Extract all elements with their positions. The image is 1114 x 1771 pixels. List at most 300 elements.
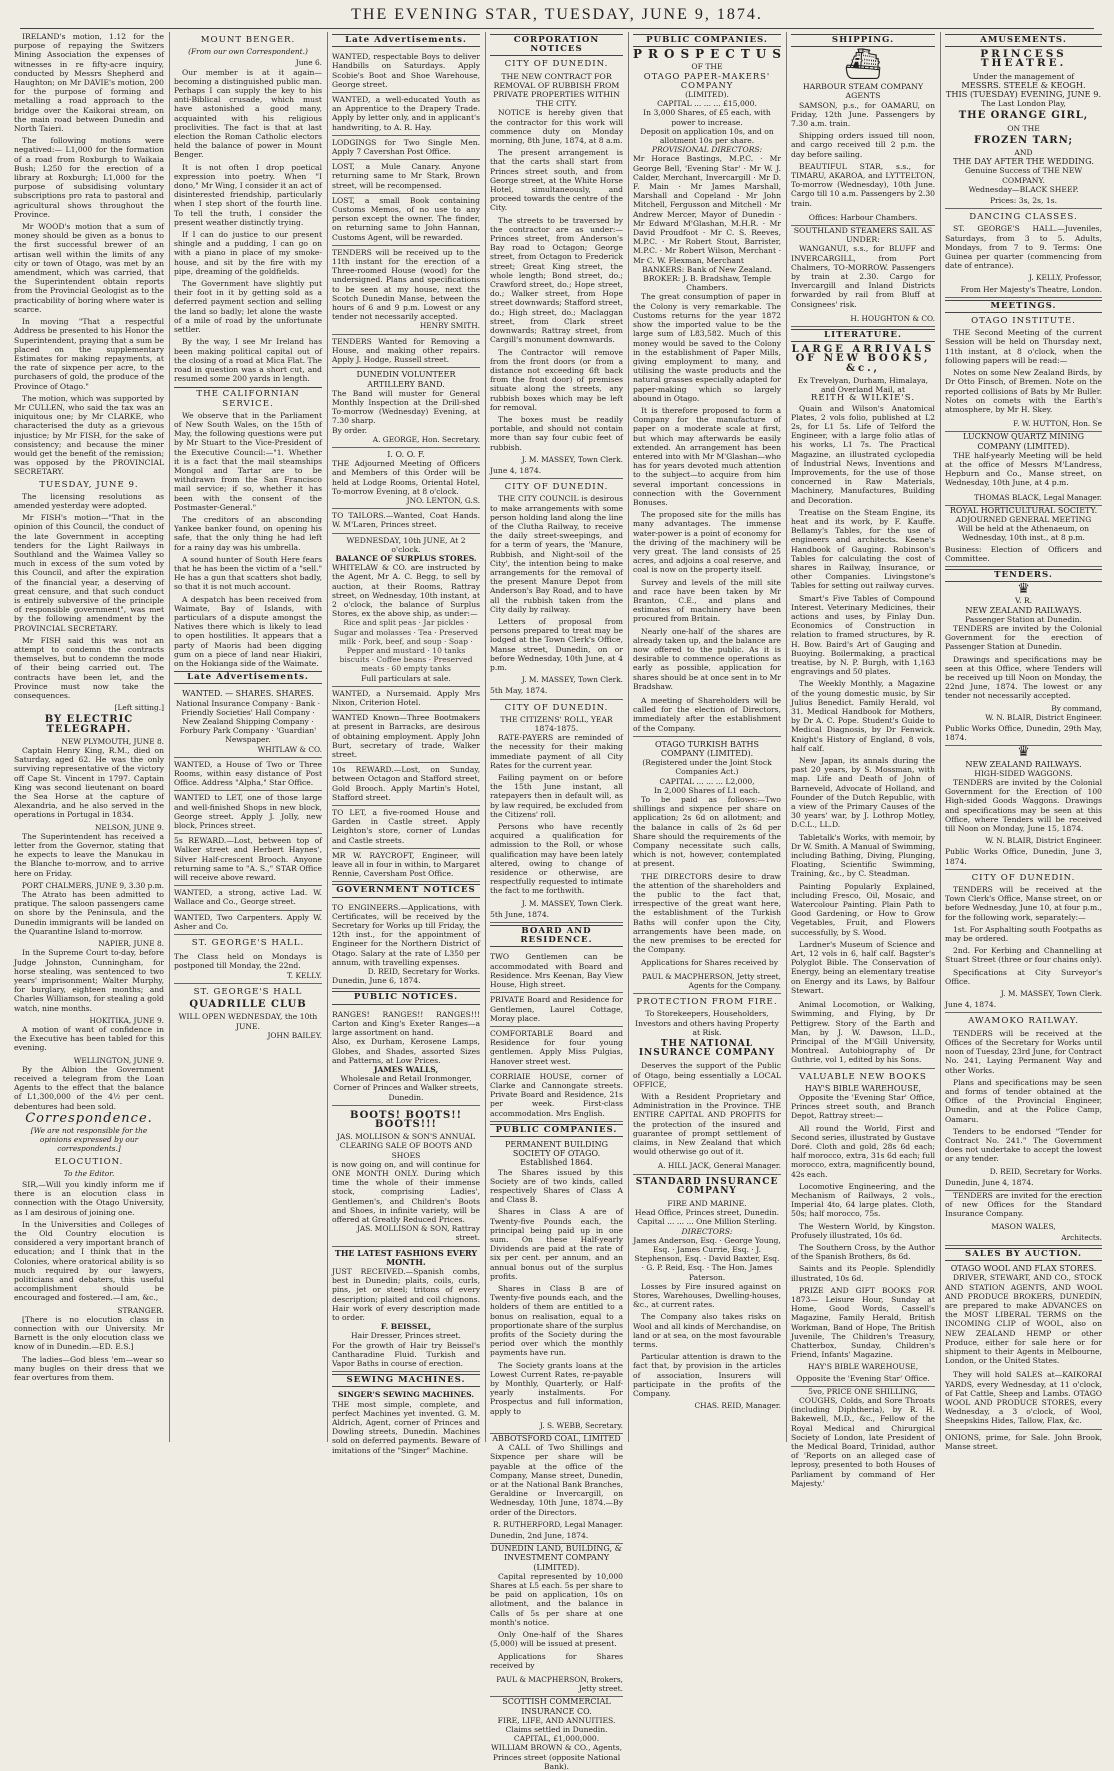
prospectus-paragraph: Survey and levels of the mill site and race have been taken by Mr Branton, C.E., and plans and estimates of machinery have been procured from Britain. [633, 577, 781, 624]
notice-signature: J. M. MASSEY, Town Clerk. [521, 898, 623, 908]
column-rule [485, 32, 486, 1442]
directors-heading: PROVISIONAL DIRECTORS: [651, 145, 763, 155]
meeting-signature: F. W. HUTTON, Hon. Se [945, 417, 1102, 432]
tender-body: Plans and specifications may be seen and forms of tender obtained at the Office of the Provincial Engineer, Dunedin, and at the Police Camp, Oamaru. [945, 1077, 1102, 1124]
news-paragraph: Mr FISH's motion—"That in the opinion of this Council, the conduct of the late Government in accepting tenders for the Light Railways in Southland and the Waimea Valley so much in excess of the sum voted by this Council, and after the expiration of the financial year, a deserving of great censure, and that such conduct is entirely subversive of the principle of responsible government", was met by the following amendment by the PROVINCIAL SECRETARY. [14, 513, 164, 633]
meeting-title: LUCKNOW QUARTZ MINING COMPANY (LIMITED). [962, 432, 1085, 451]
advertisement: WANTED to LET, one of those large and well-finished Shops in new block, George street. Apply J. Jolly, new block, Princes street. [174, 791, 322, 834]
dateline: NELSON, JUNE 9. [94, 822, 164, 832]
news-paragraph: By the way, I see Mr Ireland has been making political capital out of the closing of a road at Mica Flat. The road in question was a short cut, and resumed some 200 yards in length. [174, 337, 322, 384]
section-heading: AMUSEMENTS. [945, 34, 1102, 47]
news-paragraph: The motion, which was supported by Mr CULLEN, who said the tax was an iniquitous one; by Mr CLARKE, who characterised the duty as a grievous injustice; by Mr FISH, for the sake of consistency; and because the miner would get the benefit of the remission; was opposed by the PROVINCIAL SECRETARY. [14, 393, 164, 477]
advertisement: ONIONS, prime, for Sale. John Brook, Manse street. [945, 1432, 1102, 1451]
ad-signature: From Her Majesty's Theatre, London. [945, 283, 1102, 298]
company-paragraph: The Society grants loans at the Lowest Current Rates, re-payable by Monthly, Quarterly, or Half-yearly instalments. For Prospectus and full information, apply to [490, 1360, 623, 1416]
section-heading: PUBLIC NOTICES. [332, 991, 480, 1004]
ad-signature: Wholesale and Retail Ironmonger, Corner of Princes and Walker streets, Dunedin. [333, 1074, 479, 1102]
notice-title: THE NEW CONTRACT FOR REMOVAL OF RUBBISH FROM PRIVATE PROPERTIES WITHIN THE CITY. [493, 71, 620, 109]
section-heading: SEWING MACHINES. [332, 1374, 480, 1387]
prospectus-company: OTAGO PAPER-MAKERS' COMPANY [643, 70, 771, 90]
dateline: NEW PLYMOUTH, JUNE 8. [61, 736, 164, 746]
editor-note: [There is no elocution class in connection with our University. Mr Barnett is the only elocution class we know of in Dunedin.—ED. E.S.] [14, 1314, 164, 1352]
dateline: HOKITIKA, JUNE 9. [89, 1015, 164, 1025]
books-list: The Western World, by Kingston. Profusely illustrated, 10s 6d. [791, 1221, 935, 1240]
section-heading: GOVERNMENT NOTICES [332, 884, 480, 897]
company-capital: CAPITAL ... ... ... L2,000, [659, 776, 755, 786]
meeting-body: ADJOURNED GENERAL MEETING [955, 514, 1092, 524]
book-price: 5vo, PRICE ONE SHILLING, [808, 1386, 918, 1396]
ad-body: The Class held on Mondays is postponed till Monday, the 22nd. [174, 952, 322, 971]
company-title: STANDARD INSURANCE COMPANY [635, 1176, 779, 1196]
company-paragraph: THE DIRECTORS desire to draw the attention of the shareholders and the public to the fact that, irrespective of the great want here, the establishment of the Turkish Baths will confer upon the City, arrangements have been made, on the new premises to be erected for the Company. [633, 871, 781, 955]
news-paragraph: It is not often I drop poetical expression into poetry. When "I dono," Mr Wing, I consider it an act of disinterested friendship, particularly when I step short of the fourth line. To tell the truth, I consider the present weather distinctly trying. [174, 162, 322, 227]
meeting-body: Business: Election of Officers and Committee. [945, 543, 1102, 567]
news-paragraph: The Government have slightly put their foot in it by getting sold as a deferred payment section and selling the land so badly; let alone the waste of a mile of road by the unfortunate settler. [174, 279, 322, 335]
prospectus-of: OF THE [691, 62, 723, 72]
notice-paragraph: The boxes must be readily portable, and should not contain more than say four cubic feet of rubbish. [490, 414, 623, 452]
advertisement: WANTED, a strong, active Lad. W. Wallace and Co., George street. [174, 886, 322, 910]
company-paragraph: Losses by Fire insured against on Stores, Warehouses, Dwelling-houses, &c., at current rates. [633, 1281, 781, 1310]
notice-date: 5th June, 1874. [490, 908, 623, 923]
prospectus-title: PROSPECTUS [633, 47, 787, 62]
column-1 [14, 32, 164, 1442]
ad-title: JAS. MOLLISON & SON'S ANNUAL CLEARING SALE OF BOOTS AND SHOES [336, 1132, 476, 1160]
correspondence-heading: Correspondence. [25, 1110, 153, 1126]
news-paragraph: The creditors of an absconding Yankee banker found, on opening his safe, that the only thing he had left for a rainy day was his umbrella. [174, 514, 322, 552]
tender-title: NEW ZEALAND RAILWAYS. [965, 758, 1082, 769]
left-sitting-note: [Left sitting.] [114, 703, 164, 713]
notice-title: THE CITIZENS' ROLL, YEAR 1874-1875. [500, 714, 613, 734]
company-paragraph: Applications for Shares received by [490, 1651, 623, 1670]
ad-heading: ST. GEORGE'S HALL [193, 986, 303, 997]
company-signature: PAUL & MACPHERSON, Jetty street, Agents for the Company. [633, 970, 781, 994]
ad-body: THE Adjourned Meeting of Officers and Members of this Order will be held at Lodge Rooms, Oriental Hotel, To-morrow Evening, at 8 o'clock. [332, 459, 480, 496]
company-date: Dunedin, 2nd June, 1874. [490, 1529, 623, 1544]
date-heading: TUESDAY, JUNE 9. [39, 479, 139, 490]
advertisement: LODGINGS for Two Single Men. Apply 7 Cavershan Post Office. [332, 136, 480, 160]
shipping-notice: BEAUTIFUL STAR, s.s., for TIMARU, AKAROA, and LYTTELTON, To-morrow (Wednesday), 10th June. Cargo till 10 a.m. Passengers by 2.30 train. [791, 161, 935, 208]
advertisement: PRIVATE Board and Residence for Gentlemen, Laurel Cottage, Moray place. [490, 993, 623, 1027]
article-date: June 6. [295, 58, 322, 68]
tender-body: TENDERS are invited by the Colonial Government for the Erection of 100 High-sided Goods Waggons. Drawings and specifications may be seen at this Office, where Tenders will be received till Noon on Monday, June 15, 1874. [945, 778, 1102, 834]
company-paragraph: Shares in Class B are of Twenty-five pounds each, and the holders of them are entitled to a bonus on realisation, equal to a proportionate share of the surplus profits of the Society during the period over which the monthly payments have run. [490, 1283, 623, 1358]
notice-paragraph: The present arrangement is that the carts shall start from Princes street south, and from George street, at the White Horse Hotel, simultaneously, and proceed towards the centre of the City. [490, 148, 623, 213]
tender-signature: D. REID, Secretary for Works. [989, 1166, 1102, 1176]
advertisement: LOST, a small Book containing Customs Memos, of no use to any person except the owner. The finder, on returning same to John Hannan, Customs Agent, will be rewarded. [332, 194, 480, 246]
advertisement [332, 534, 480, 687]
news-paragraph: IRELAND's motion, 1.12 for the purpose of repaying the Switzers Mining Association the expenses of witnesses in re fifty-acre inquiry, conducted by Messrs Shepherd and Haughton; on Mr DAVIE's motion, 200 for the purpose of forming and metalling a road approach to the bridge over the Kaikorai stream, on the main road between Dunedin and North Taieri. [14, 32, 164, 134]
ad-body: National Insurance Company · Bank · Friendly Societies' Hall Company · New Zealand Shipping Company · Forbury Park Company · 'Guardian' Newspaper. [175, 698, 321, 745]
tender-body: TENDERS will be received at the Town Clerk's Office, Manse street, on or before Wednesday, June 10, at four p.m., for the following work, separately:— [945, 885, 1102, 922]
meeting-body: THE half-yearly Meeting will be held at the office of Messrs M'Landress, Hepburn and Co., Manse street, on Wednesday, 10th June, at 4 p.m. [945, 450, 1102, 488]
ad-title: BALANCE OF SURPLUS STORES. [335, 553, 477, 563]
company-signature: R. RUTHERFORD, Legal Manager. [493, 1519, 623, 1529]
correspondence-note: [We are not responsible for the opinions expressed by our correspondents.] [30, 1125, 148, 1154]
prospectus-limited: (LIMITED). [685, 90, 729, 100]
books-list: COUGHS, Colds, and Sore Throats (including Diphtheria), by R. H. Bakewell, M.D., &c., Fellow of the Royal Medical and Chirurgical Society of London, late President of the Medical Board, Trinidad, author of 'Reports on an alleged case of leprosy, presented to both Houses of Parliament by command of Her Majesty.' [791, 1396, 935, 1488]
dateline: PORT CHALMERS, JUNE 9, 3.30 p.m. [21, 880, 164, 890]
books-list: Painting Popularly Explained, including Fresco, Oil, Mosaic, and Watercolour Painting. Plain Path to Good Gardening, or How to Grow Vegetables, Fruit, and Flowers successfully, by S. Wood. [791, 881, 935, 937]
shipping-notice: WANGANUI, s.s., for BLUFF and INVERCARGILL, from Port Chalmers, TO-MORROW. Passengers by train at 2.30. Cargo for Invercargill and Inland Districts forwarded by rail from Bluff at Consignees' risk. [791, 244, 935, 309]
news-paragraph: The licensing resolutions as amended yesterday were adopted. [14, 491, 164, 510]
telegram: A motion of want of confidence in the Executive has been tabled for this evening. [14, 1024, 164, 1053]
section-heading: PUBLIC COMPANIES. [633, 34, 781, 47]
auction-title: OTAGO WOOL AND FLAX STORES. [950, 1264, 1097, 1274]
news-paragraph: If I can do justice to our present shingle and a pudding, I can go on with a piano in place of my smoke-house, and sit by the fire with my pipe, dreaming of the goldfields. [174, 230, 322, 276]
books-subtitle: Ex Trevelyan, Durham, Himalaya, and Overland Mail, at [797, 375, 929, 395]
company-subtitle: FIRE AND MARINE. [667, 1198, 747, 1208]
column-rule [169, 32, 170, 1442]
advertisement [332, 1008, 480, 1106]
prospectus-paragraph: It is therefore proposed to form a Company for the manufacture of paper on a moderate scale at first, but which may afterwards be easily extended. An arrangement has been entered into with Mr M'Glashan—who has for years devoted much attention to the subject—to acquire from him several important concessions in connection with the Government Bonuses. [633, 405, 781, 507]
company-paragraph: Claims settled in Dunedin. CAPITAL, £1,000,000. [505, 1724, 608, 1744]
ad-signature: WHITLAW & CO. [257, 744, 322, 754]
advertisement: CORRIAIE HOUSE, corner of Clarke and Cannongate streets. Private Board and Residence, 21s per week. First-class accommodation. Mrs English. [490, 1070, 623, 1122]
company-paragraph: Applications for Shares received by [641, 957, 779, 967]
royal-crest-icon: ♛ [1017, 744, 1030, 761]
theatre-line: Genuine Success of THE NEW COMPANY. [964, 166, 1083, 185]
shipping-company: SOUTHLAND STEAMERS SAIL AS UNDER: [793, 226, 933, 245]
company-signature: WILLIAM BROWN & CO., Agents, Princes street (opposite National Bank). [490, 1743, 623, 1771]
ad-signature: F. BEISSEL, [380, 1322, 432, 1332]
tender-body: Specifications at City Surveyor's Office. [945, 967, 1102, 986]
notice-signature: J. M. MASSEY, Town Clerk. [521, 454, 623, 464]
notice-signature: J. M. MASSEY, Town Clerk. [521, 675, 623, 685]
tender-subtitle: Passenger Station at Dunedin. [965, 614, 1082, 624]
telegram: In the Supreme Court to-day, before Judge Johnston, Cunningham, for horse stealing, was sentenced to two years' imprisonment; Walter Murphy, for burglary, eighteen months; and Charles Williamson, for stealing a gold watch, nine months. [14, 948, 164, 1013]
notice-paragraph: RATE-PAYERS are reminded of the necessity for their making immediate payment of all City Rates for the current year. [490, 733, 623, 770]
ad-list: Rice and split peas · Jar pickles · Sugar and molasses · Tea · Preserved milk · Pork, beef, and soup · Soap · Pepper and mustard · 10 tanks biscuits · Coffee beans · Preserved meats · 60 empty tanks [333, 618, 478, 674]
news-paragraph: In moving "That a respectful Address be presented to his Honor the Superintendent, praying that a sum be placed on the supplementary Estimates for making repayments, at the rate of sixpence per acre, to the purchasers of gold, the produce of the Province of Otago." [14, 317, 164, 391]
advertisement [332, 246, 480, 335]
books-list: Tabletalk's Works, with memoir, by Dr W. Smith. A Manual of Swimming, including Bathing, Diving, Plunging, Floating, Scientific Swimming, Training, &c., by C. Steadman. [791, 832, 935, 879]
company-paragraph: Capital represented by 10,000 Shares at L5 each. 5s per share to be paid on application, 10s on allotment, and the balance in Calls of 5s per share at one month's notice. [490, 1571, 623, 1627]
theatre-prices: Prices: 3s, 2s, 1s. [945, 194, 1102, 209]
telegram: The Superintendent has received a letter from the Governor, stating that he expects to leave the Manukau in the Blanche to-morrow, and to arrive here on Friday. [14, 831, 164, 878]
tender-body: TENDERS are invited by the Colonial Government for the erection of Passenger Station at Dunedin. [945, 623, 1102, 652]
advertisement: 5s REWARD.—Lost, between top of Walker street and Herbert Haynes', Silver Half-crescent Brooch. Anyone returning same to "A. S.," STAR Office will receive above reward. [174, 834, 322, 886]
theatre-date: THIS (TUESDAY) EVENING, JUNE 9. [945, 89, 1102, 100]
bankers: BANKERS: Bank of New Zealand. [641, 264, 773, 274]
bookseller: HAY'S BIBLE WAREHOUSE, [804, 1083, 922, 1093]
advertisement: WANTED, respectable Boys to deliver Handbills on Saturdays. Apply Scobie's Boot and Shoe Warehouse, George street. [332, 50, 480, 93]
tender-date: June 4, 1874. [945, 998, 1102, 1013]
meeting-title: OTAGO INSTITUTE. [971, 316, 1076, 327]
quadrille-club-title: QUADRILLE CLUB [189, 999, 307, 1011]
prospectus-paragraph: A meeting of Shareholders will be called for the election of Directors, immediately after the establishment of the Company. [633, 694, 781, 737]
tender-title: CITY OF DUNEDIN. [971, 872, 1076, 883]
play-title: THE DAY AFTER THE WEDDING. [952, 156, 1095, 167]
ad-body: TO ENGINEERS.—Applications, with Certificates, will be received by the Secretary for Works up till Friday, the 12th inst., for the appointment of Engineer for the Northern District of Otago. Salary at the rate of L350 per annum, with travelling expenses. [332, 902, 480, 967]
books-heading: VALUABLE NEW BOOKS [799, 1071, 927, 1082]
tender-body: Drawings and specifications may be seen at this Office, where Tenders will be received up till Noon on Monday, the 22nd June, 1874. The lowest or any tender not necessarily accepted. [945, 654, 1102, 701]
royal-crest-icon: ♛ [1017, 581, 1030, 598]
telegram: Captain Henry King, R.M., died on Saturday, aged 62. He was the only surviving representative of the victory off Cape St. Vincent in 1797. Captain King was second lieutenant on board the Sea Horse at the capture of Alexandria, and he also served in the operations in Portugal in 1834. [14, 746, 164, 820]
advertisement: WANTED, Two Carpenters. Apply W. Asher and Co. [174, 911, 322, 935]
ad-body: JUST RECEIVED.—Spanish combs, best in Dunedin; plaits, coils, curls, pins, jet or steel; tritons of every description; plaited and coil chignons. Hair work of every description made to order. [332, 1266, 480, 1322]
company-heading: PROTECTION FROM FIRE. [636, 997, 778, 1008]
company-paragraph: Shares in Class A are of Twenty-five Pounds each, the principal being paid up in one sum. On these Half-yearly Dividends are paid at the rate of six per cent. per annum, and an annual bonus out of the surplus profits. [490, 1207, 623, 1281]
ad-signature: HENRY SMITH. [419, 321, 480, 331]
company-paragraph: The Shares issued by this Society are of two kinds, called respectively Shares of Class A and Class B. [490, 1167, 623, 1205]
theatre-line: Wednesday—BLACK SHEEP. [968, 184, 1079, 194]
play-title: FROZEN TARN; [973, 134, 1074, 146]
tender-body: 2nd. For Kerbing and Channelling at Stuart Street (three or four chains only). [945, 946, 1102, 965]
ad-body: By order. [332, 425, 368, 435]
newspaper-masthead: THE EVENING STAR, TUESDAY, JUNE 9, 1874. [351, 6, 763, 23]
auction-body: They will hold SALES at—KAIKORAI YARDS, every Wednesday, at 11 o'clock, of Fat Cattle, Sheep and Lambs. OTAGO WOOL AND PRODUCE STORES, every Wednesday, a 3 o'clock, of Wool, Sheepskins Hides, Tallow, Flax, &c. [945, 1368, 1102, 1429]
tender-body: 1st. For Asphalting south Footpaths as may be ordered. [945, 924, 1102, 944]
company-paragraph: Particular attention is drawn to the fact that, by provision in the articles of association, Insurers will participate in the profits of the Company. [633, 1352, 781, 1399]
company-signature: PAUL & MACPHERSON, Brokers, Jetty street. [490, 1673, 623, 1697]
ad-body: WHITELAW & CO. are instructed by the Agent, Mr A. C. Begg, to sell by auction, at their Rooms, Rattray street, on Wednesday, 10th instant, at 2 o'clock, the balance of Surplus Stores, ex the above ship, as under:— [332, 563, 480, 619]
prospectus-paragraph: The great consumption of paper in the Colony is very remarkable. The Customs returns for the year 1872 show the imported value to be the large sum of L83,582. Much of this money would be saved to the Colony in the establishment of Paper Mills, giving employment to many, and utilising the waste products and the natural grasses especially adapted for paper-making which so largely abound in Otago. [633, 292, 781, 403]
article-heading: THE CALIFORNIAN SERVICE. [174, 387, 322, 408]
tender-signature: W. N. BLAIR, District Engineer. [985, 836, 1102, 846]
letter-title: ELOCUTION. [54, 1156, 124, 1167]
play-title: THE ORANGE GIRL, [958, 110, 1089, 122]
ad-signature: JOHN BAILEY. [267, 1030, 322, 1040]
tender-signature: Architects. [945, 1231, 1102, 1246]
company-title: DUNEDIN LAND, BUILDING, & INVESTMENT COMPANY (LIMITED). [491, 1544, 622, 1572]
tender-date: Public Works Office, Dunedin, June 3, 1874. [945, 845, 1102, 869]
section-heading: PUBLIC COMPANIES. [490, 1124, 623, 1137]
company-subtitle: To Storekeepers, Householders, Investors and others having Property at Risk. [635, 1009, 779, 1037]
ad-signature: T. KELLY. [286, 970, 322, 980]
theatre-management: Under the management of [972, 71, 1075, 81]
tender-subtitle: HIGH-SIDED WAGGONS. [974, 768, 1073, 778]
books-list: All round the World, First and Second series, illustrated by Gustave Doré. Cloth and gold, 28s 6d each; half morocco, extra, 31s 6d each; full morocco, extra, magnificently bound, 42s each. [791, 1123, 935, 1179]
section-heading: Late Advertisements. [332, 34, 480, 47]
notice-heading: CITY OF DUNEDIN. [504, 482, 609, 493]
advertisement: WANTED, a Nursemaid. Apply Mrs Nixon, Criterion Hotel. [332, 687, 480, 711]
prospectus-shares: In 3,000 Shares, of £5 each, with power to increase. [643, 108, 771, 127]
telegraph-heading: BY ELECTRIC TELEGRAPH. [44, 714, 134, 735]
ad-title: WANTED. — SHARES. SHARES. [182, 689, 314, 699]
advertisement [174, 687, 322, 757]
ad-title: SINGER'S SEWING MACHINES. [337, 1390, 475, 1400]
ad-title: DUNEDIN VOLUNTEER ARTILLERY BAND. [356, 370, 456, 389]
tender-date: Dunedin, June 4, 1874. [945, 1176, 1102, 1191]
books-list: The Southern Cross, by the Author of the Spanish Brothers, 8s 6d. [791, 1242, 935, 1262]
company-paragraph: Deserves the support of the Public of Otago, being essentially a LOCAL OFFICE, [633, 1061, 781, 1089]
ad-body: The Band will muster for General Monthly Inspection at the Drill-shed To-morrow (Wednesday) Evening, at 7.30 sharp. [332, 388, 480, 426]
ad-body: Also, ex Durham, Kerosene Lamps, Globes, and Shades, assorted Sizes and Patterns, at Low Prices. [332, 1037, 480, 1065]
news-paragraph: Our member is at it again—becoming a distinguished public man. Perhaps I can supply the key to his anti-Biblical crusade, which must have astonished a good many, acquainted with his religious proclivities. The fact is that at last election the Roman Catholic electors held the balance of power in Mount Benger. [174, 67, 322, 160]
advertisement: COMFORTABLE Board and Residence for four young gentlemen. Apply Miss Pulgias, Hanover street west. [490, 1027, 623, 1070]
bookseller: REITH & WILKIE'S. [810, 393, 916, 404]
masthead-rule [20, 28, 1094, 29]
prospectus-deposit: Deposit on application 10s, and on allotment 10s per share. [640, 126, 774, 146]
advertisement: LOST, a Mule Canary. Anyone returning same to Mr Stark, Brown street, will be recompensed. [332, 160, 480, 194]
column-rule [940, 32, 941, 1442]
directors-list: Mr Horace Bastings, M.P.C. · Mr George Bell, 'Evening Star' · Mr W. J. Calder, Merchant, Invercargill · Mr D. F. Main · Mr James Marshall, Marshall and Copeland · Mr John Mitchell, Fergusson and Mitchell · Mr Andrew Mercer, Mayor of Dunedin · Mr Edward M'Glashan, M.H.R. · Mr David Proudfoot · Mr C. S. Reeves, M.P.C. · Mr Robert Stout, Barrister, M.P.C. · Mr Robert Wilson, Merchant · Mr C. W. Flexman, Merchant [633, 154, 781, 265]
notice-paragraph: THE CITY COUNCIL is desirous to make arrangements with some person holding land along the line of the Clutha Railway, to receive the daily street-sweepings, and for a term of years, the 'Manure, Rubbish, and Night-soil of the City', the intention being to make arrangements for the removal of the present Manure Depot from Anderson's Bay Road, and to have all the rubbish taken from the City daily by railway. [490, 494, 623, 614]
tender-title: AWAMOKO RAILWAY. [968, 1016, 1079, 1027]
column-5 [633, 32, 787, 1442]
meeting-signature: THOMAS BLACK, Legal Manager. [945, 491, 1102, 506]
news-paragraph: Mr WOOD's motion that a sum of money should be given as a bonus to the first successful brewer of an artisan well within the limits of any city or town of Otago, was met by an amendment, which was carried, that the Superintendent obtain reports from the Provincial Geologist as to the practicability of boring where water is scarce. [14, 222, 164, 314]
ad-body: For the growth of Hair try Beissel's Cantharadine Fluid. Turkish and Vapor Baths in course of erection. [332, 1340, 480, 1368]
ad-signature: A. GEORGE, Hon. Secretary. [372, 434, 480, 444]
theatre-line: ON THE [1007, 123, 1040, 133]
advertisement [332, 1106, 480, 1247]
company-signature: J. S. WEBB, Secretary. [490, 1419, 623, 1434]
shipping-notice: Shipping orders issued till noon, and cargo received till 2 p.m. the day before sailing. [791, 131, 935, 159]
company-title: ABBOTSFORD COAL, LIMITED [492, 1434, 621, 1444]
company-subtitle: (Registered under the Joint Stock Companies Act.) [642, 758, 772, 777]
books-list: Treatise on the Steam Engine, its heat and its work, by F. Kauffe. Bellamy's Tables, for the use of engineers and architects. Keene's Handbook of Gauging. Robinson's Tables for calculating the cost of shares in Railway, Insurance, or other Companies. Livingstone's Tables for setting out railway curves. [791, 507, 935, 591]
section-heading: CORPORATION NOTICES [490, 34, 623, 56]
column-4 [490, 32, 623, 1771]
ad-body: RANGES! RANGES!! RANGES!!! Carton and King's Exeter Ranges—a large assortment on hand. [332, 1009, 480, 1038]
company-title: THE NATIONAL INSURANCE COMPANY [638, 1038, 776, 1059]
notice-date: 5th May, 1874. [490, 684, 623, 699]
column-rule [628, 32, 629, 1442]
news-paragraph: We observe that in the Parliament of New South Wales, on the 15th of May, the following questions were put by Mr Stuart to the Vice-President of the Executive Council:—"1. Whether it is a fact that the mail steamships Mongol and Tartar are to be withdrawn from the San Francisco mail service; if so, whether it has been with the consent of the Postmaster-General." [174, 410, 322, 512]
section-heading: SALES BY AUCTION. [945, 1248, 1102, 1261]
theatre-line: The Last London Play, [981, 99, 1066, 109]
ad-body: THE most simple, complete, and perfect Machines yet invented. G. M. Aldrich, Agent, corner of Princes and Dowling streets, Dunedin. Machines sold on deferred payments. Beware of imitations of the "Singer" Machine. [332, 1399, 480, 1455]
meeting-body: Notes on some New Zealand Birds, by Dr Otto Finsch, of Bremen. Note on the reported collisions of Bats by Mr Buller. Notes on comets with the Earth's atmosphere, by Mr H. Skey. [945, 368, 1102, 414]
advertisement: TO LET, a five-roomed House and Garden in Castle street. Apply Leighton's store, corner of Lundas and Castle streets. [332, 806, 480, 849]
letter-signature: STRANGER. [117, 1305, 164, 1315]
shipping-company: HARBOUR STEAM COMPANY AGENTS [802, 82, 924, 101]
prospectus-paragraph: The proposed site for the mills has many advantages. The immense water-power is a point of economy for the driving of the machinery will be very great. The land consists of 25 acres, and adjoins a coal reserve, and coal is now on the property itself. [633, 510, 781, 575]
news-paragraph: A sound hunter of South Here fears that he has been the victim of a "sell." He has a gun that scatters shot badly, so that it is not much account. [174, 554, 322, 592]
books-list: Locomotive Engineering, and the Mechanism of Railways, 2 vols., Imperial 4to, 64 large plates. Cloth, 50s; half morocco, 75s. [791, 1181, 935, 1219]
ad-signature: D. REID, Secretary for Works. [367, 967, 480, 977]
telegram: The Atrato has been admitted to pratique. The saloon passengers came on shore by the Peninsula, and the Dunedin immigrants will be landed on the Quarantine Island to-morrow. [14, 890, 164, 936]
notice-date: June 4, 1874. [490, 464, 623, 479]
notice-paragraph: Persons who have recently acquired a qualification for admission to the Roll, or whose qualification may have been lately altered, owing to change of residence or otherwise, are respectfully requested to intimate the fact to me forthwith. [490, 822, 623, 896]
shipping-office: Offices: Harbour Chambers. [791, 211, 935, 226]
notice-paragraph: NOTICE is hereby given that the contractor for this work will commence duty on Monday morning, 8th June, 1874, at 8 a.m. [490, 108, 623, 146]
ad-body: ST. GEORGE'S HALL.—Juveniles, Saturdays, from 3 to 5. Adults, Mondays, from 7 to 9. Terms: One Guinea per quarter (commencing from date of entrance). [945, 224, 1102, 271]
broker: BROKER: J. B. Bradshaw, Temple Chambers. [643, 274, 771, 293]
books-list: Lardner's Museum of Science and Art, 12 vols in 6, half calf. Bagster's Polyglot Bible. The Conservation of Energy, being an elementary treatise on Energy and its Laws, by Balfour Stewart. [791, 939, 935, 995]
ad-signature: JNO. LENTON, G.S. [406, 495, 480, 505]
company-title: SCOTTISH COMMERCIAL INSURANCE CO. [502, 1697, 611, 1716]
company-paragraph: A CALL of Two Shillings and Sixpence per share will be payable at the office of the Company, Manse street, Dunedin, or at the National Bank Branches, Geraldine or Invercargill, on Wednesday, 10th June, 1874.—By order of the Directors. [490, 1443, 623, 1517]
books-list: Saints and its People. Splendidly illustrated, 10s 6d. [791, 1264, 935, 1283]
dateline: WELLINGTON, JUNE 9. [73, 1055, 164, 1065]
prospectus-paragraph: Nearly one-half of the shares are already taken up, and the balance are now offered to the public. As it is desirable to commence operations as early as possible, application for shares should be at once sent in to Mr Bradshaw. [633, 626, 782, 691]
books-list: Quain and Wilson's Anatomical Plates, 2 vols folio, published at L2 2s, for L1 5s. Life of Telford the Engineer, with a large folio atlas of his works, L1 7s. The Practical Magazine, an illustrated cyclopedia of Industrial News, Inventions and Improvements, for the use of those concerned in Raw Materials, Machinery, Manufactures, Building and Decoration. [791, 403, 935, 505]
advertisement [332, 368, 480, 448]
letter-paragraph: In the Universities and Colleges of the Old Country elocution is considered a very important branch of education; and I think that in the Colonies, where oratorical ability is so much required by our lawyers, politicians and debaters, this useful accomplishment should be encouraged and fostered.—I am, &c., [14, 1219, 164, 1303]
tender-body: TENDERS will be received at the Offices of the Secretary for Works until noon of Tuesday, 23rd June, for Contract No. 241, Laying Permanent Way and other Works. [945, 1028, 1102, 1075]
books-title: LARGE ARRIVALS OF NEW BOOKS, &c., [791, 344, 935, 374]
prospectus-capital: CAPITAL ... ... ... £15,000. [657, 99, 757, 109]
advertisement: TWO Gentlemen can be accommodated with Board and Residence. Mrs Keenan, Bay View House, High street. [490, 950, 623, 993]
bookseller-address: Opposite the 'Evening Star' Office. [791, 1372, 935, 1387]
section-heading: LITERATURE. [791, 329, 935, 342]
advertisement [332, 901, 480, 990]
ad-body: is now going on, and will continue for ONE MONTH ONLY. During which time the whole of their immense stock, comprising Ladies', Gentlemen's, and Children's Boots and Shoes, in infinite variety, will be offered at Greatly Reduced Prices. [332, 1159, 480, 1224]
ad-title: THE LATEST FASHIONS EVERY MONTH. [334, 1247, 478, 1267]
company-title: OTAGO TURKISH BATHS COMPANY (LIMITED). [655, 739, 759, 759]
company-paragraph: With a Resident Proprietary and Administration in the Province. THE ENTIRE CAPITAL AND PROFITS for the protection of the insured and guarantee of prompt settlement of claims, in New Zealand that which would otherwise go out of it. [633, 1091, 781, 1157]
ad-body: WILL OPEN WEDNESDAY, the 10th JUNE. [178, 1012, 318, 1031]
shipping-notice: SAMSON, p.s., for OAMARU, on Friday, 12th June. Passengers by 7.30 a.m. train. [791, 100, 935, 129]
advertisement: MR W. RAYCROFT, Engineer, will leave all in four in within, to Margaret Rennie, Caversham Post Office. [332, 849, 480, 883]
directors-heading: DIRECTORS: [681, 1226, 733, 1236]
advertisement: TENDERS Wanted for Removing a House, and making other repairs. Apply J. Hodge, Russell street. [332, 335, 480, 369]
books-list: Opposite the 'Evening Star' Office, Princes street south, and Branch Depot, Rattray street:— [791, 1092, 935, 1121]
company-paragraph: Only One-half of the Shares (5,000) will be issued at present. [490, 1630, 623, 1649]
advertisement [174, 950, 322, 984]
letter-addressee: To the Editor. [63, 1168, 115, 1178]
dateline: NAPIER, JUNE 8. [98, 939, 164, 949]
books-list: PRIZE AND GIFT BOOKS FOR 1873— Leisure Hour, Sunday at Home, Good Words, Cassell's Magazine, Family Herald, British Workman, Band of Hope, The British Juvenile, The Children's Treasury, Chatterbox, Sunday, Children's Friend, Infants' Magazine. [791, 1285, 935, 1360]
news-paragraph: The ladies—God bless 'em—wear so many bugles on their dress that we fear overtures from them. [14, 1354, 164, 1383]
ad-title: I. O. O. F. [387, 449, 425, 459]
advertisement: WANTED Known—Three Bootmakers at present in Barracks, are desirous of obtaining employment. Apply John Burt, secretary of trade, Walker street. [332, 711, 480, 763]
advertisement: TO TAILORS.—Wanted, Coat Hands. W. M'Laren, Princes street. [332, 509, 480, 533]
tender-vr: V. R. [1014, 596, 1033, 606]
section-heading: BOARD AND RESIDENCE. [490, 925, 623, 947]
company-subtitle: Head Office, Princes street, Dunedin. [634, 1208, 780, 1218]
notice-paragraph: Failing payment on or before the 15th June instant, all ratepayers then in default will, as by law required, be excluded from the Citizens' roll. [490, 773, 623, 819]
meeting-body: Will be held at the Athenaeum, on Wednesday, 10th inst., at 8 p.m. [957, 524, 1090, 543]
ad-body: TENDERS will be received up to the 11th instant for the erection of a Three-roomed House (wood) for the undersigned. Plans and specifications to be seen at my house, next the Scotch Dunedin Manse, between the hours of 6 and 9 p.m. Lowest or any tender not necessarily accepted. [332, 247, 480, 322]
ad-title: WEDNESDAY, 10th JUNE, At 2 o'clock. [346, 535, 466, 554]
bookseller: HAY'S BIBLE WAREHOUSE, [807, 1362, 919, 1372]
company-capital: Capital ... ... ... One Million Sterling. [637, 1217, 777, 1227]
advertisement [332, 448, 480, 509]
theatre-managers: MESSRS. STEELE & KEOGH. [961, 79, 1086, 90]
company-title: PERMANENT BUILDING SOCIETY OF OTAGO. Established 1864. [505, 1139, 608, 1168]
section-heading: MEETINGS. [945, 300, 1102, 313]
tender-title: NEW ZEALAND RAILWAYS. [965, 604, 1082, 615]
notice-paragraph: Letters of proposal from persons prepared to treat may be lodged at the Town Clerk's Office, Manse street, Dunedin, on or before Wednesday, 10th June, at 4 p.m. [490, 616, 623, 672]
notice-heading: CITY OF DUNEDIN. [504, 702, 609, 713]
books-list: Animal Locomotion, or Walking, Swimming, and Flying, by Dr Pettigrew. Story of the Earth and Man, by J. W. Dawson, LL.D., Principal of the M'Gill University, Montreal. Autobiography of Dr Guthrie, vol 1, edited by his Sons. [791, 998, 935, 1068]
company-paragraph: To be paid as follows:—Two shillings and sixpence per share on application; 2s 6d on allotment; and the balance in calls of 2s 6d per Share should the requirements of the Company necessitate such calls, which is not, however, contemplated at present. [633, 795, 781, 869]
notice-paragraph: The streets to be traversed by the contractor are as under:—Princes street, from Anderson's Bay road to Octagon; George street, from Octagon to Frederick street; Great King street, the whole length; Bond street, do.; Crawford street, do.; Hope street, do.; Walker street, from Hope street downwards; Stafford street, do.; High street, do.; Maclaggan street, from Clark street downwards; Rattray street, from Cargill's monument downwards. [490, 215, 623, 345]
advertisement: WANTED, a well-educated Youth as an Apprentice to the Drapery Trade. Apply by letter only, and in applicant's handwriting, to A. R. Hay. [332, 93, 480, 136]
telegram: By the Albion the Government received a telegram from the Loan Agents to the effect that the balance of L1,300,000 of the 4½ per cent. debentures had been sold. [14, 1064, 164, 1111]
shipping-signature: H. HOUGHTON & CO. [791, 312, 935, 327]
ad-signature: J. KELLY, Professor, [1028, 273, 1102, 283]
theatre-name: PRINCESS THEATRE. [980, 48, 1067, 70]
article-source: (From our own Correspondent.) [188, 47, 308, 57]
advertisement [332, 1247, 480, 1373]
column-6 [791, 32, 935, 1488]
company-subtitle: FIRE, LIFE, AND ANNUITIES. [497, 1715, 616, 1725]
section-heading: Late Advertisements. [174, 671, 322, 684]
tender-body: TENDERS are invited for the erection of new Offices for the Standard Insurance Company. [945, 1190, 1102, 1219]
theatre-line: AND [1014, 148, 1033, 158]
meeting-body: THE Second Meeting of the current Session will be held on Thursday next, 11th instant, at 8 o'clock, when the following papers will be read:— [945, 328, 1102, 365]
ad-heading: DANCING CLASSES. [969, 212, 1078, 223]
news-paragraph: The following motions were negatived:— L1,000 for the formation of a road from Roxburgh to Waikaia Bush; L250 for the erection of a library at Roxburgh; L1,000 for the purpose of subsidising voluntary subscriptions pro rata to pastoral and agricultural shows throughout the Province. [14, 136, 164, 219]
column-rule [327, 32, 328, 1442]
auction-body: DRIVER, STEWART, AND CO., STOCK AND STATION AGENTS, AND WOOL AND PRODUCE BROKERS, DUNEDIN, are prepared to make ADVANCES on the MOST LIBERAL TERMS on the INCOMING CLIP of WOOL, also on NEW ZEALAND HEMP or other Produce, either for sale here or for shipment to their Agents in Melbourne, London, or the United States. [945, 1273, 1102, 1366]
news-paragraph: Mr FISH said this was not an attempt to condemn the contracts themselves, but to condemn the mode of their being carried out. The contracts have been let, and the Province must now take the consequences. [14, 635, 164, 701]
article-heading: MOUNT BENGER. [200, 35, 296, 45]
notice-heading: CITY OF DUNEDIN. [504, 59, 609, 70]
ad-signature: JAMES WALLS, [373, 1064, 439, 1074]
books-list: Smart's Five Tables of Compound Interest. Veterinary Medicines, their actions and uses, by Finlay Dun. Economics of Construction in relation to framed structures, by R. H. Bow. Baird's Art of Gauging and Buoying. Boilermaking, a practical treatise, by N. P. Burgh, with 1,163 engravings and 50 plates. [791, 593, 935, 677]
company-shares: In 2,000 Shares of L1 each. [653, 785, 761, 795]
directors-list: James Anderson, Esq. · George Young, Esq. · James Currie, Esq. · J. Stephenson, Esq. · David Baxter, Esq. · G. P. Reid, Esq. · The Hon. James Paterson. [633, 1235, 781, 1282]
tender-signature: W. N. BLAIR, District Engineer. [985, 712, 1102, 722]
company-paragraph: The Company also takes risks on Wool and all kinds of Merchandise, on land or at sea, on the most favourable terms. [633, 1312, 781, 1350]
ad-heading: ST. GEORGE'S HALL. [191, 938, 305, 949]
column-3 [332, 32, 480, 1455]
